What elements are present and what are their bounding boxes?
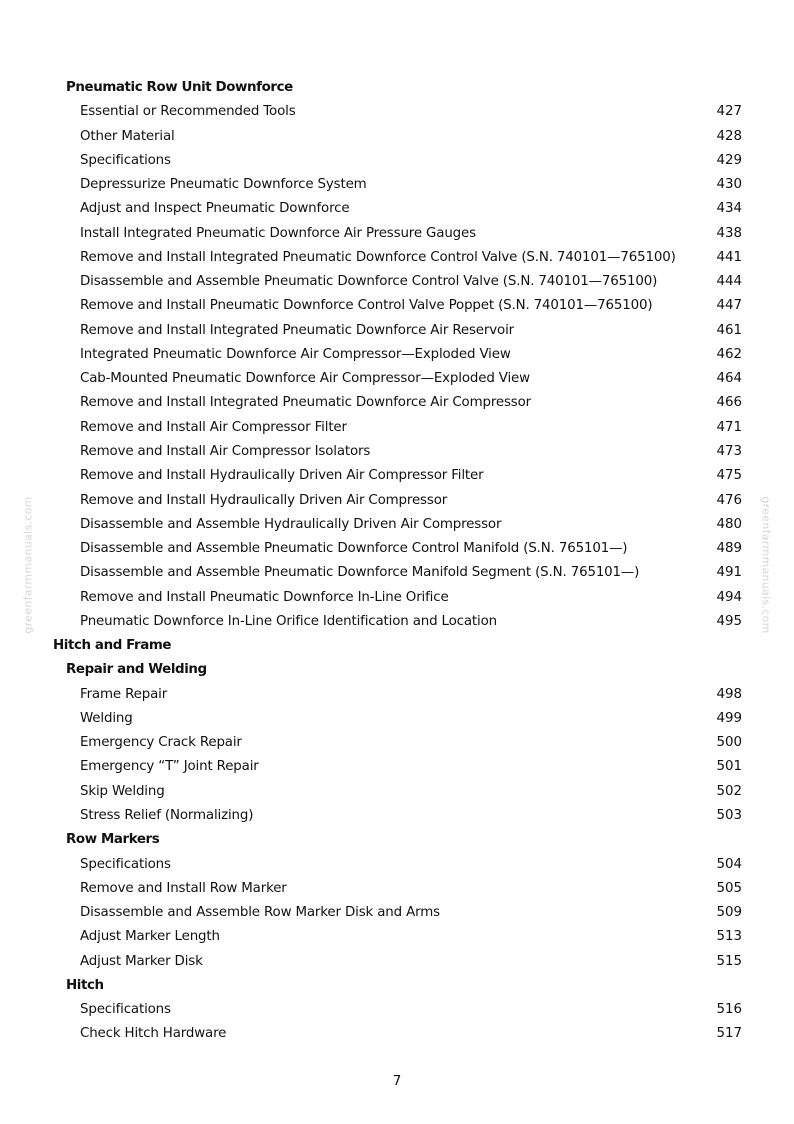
toc-entry-title: Specifications xyxy=(80,856,171,872)
toc-entry[interactable] xyxy=(0,707,794,731)
toc-entry-page-number: 462 xyxy=(716,346,742,362)
toc-entry-title: Hitch and Frame xyxy=(53,638,172,654)
toc-entry-page-number: 505 xyxy=(716,880,742,896)
toc-entry[interactable] xyxy=(0,270,794,294)
toc-entry-title: Adjust Marker Length xyxy=(80,929,220,945)
toc-entry[interactable] xyxy=(0,343,794,367)
toc-entry[interactable] xyxy=(0,853,794,877)
toc-entry-title: Remove and Install Integrated Pneumatic Downforce Air Reservoir xyxy=(80,322,514,338)
toc-entry-title: Specifications xyxy=(80,152,171,168)
toc-entry-page-number: 516 xyxy=(716,1002,742,1018)
toc-subsection-heading xyxy=(0,974,794,998)
toc-entry[interactable] xyxy=(0,222,794,246)
toc-entry-title: Install Integrated Pneumatic Downforce Air Pressure Gauges xyxy=(80,225,476,241)
toc-entry-page-number: 509 xyxy=(716,905,742,921)
toc-entry-page-number: 471 xyxy=(716,419,742,435)
toc-entry-page-number: 434 xyxy=(716,201,742,217)
toc-entry[interactable] xyxy=(0,489,794,513)
toc-entry-page-number: 427 xyxy=(716,104,742,120)
toc-entry[interactable] xyxy=(0,367,794,391)
toc-entry[interactable] xyxy=(0,586,794,610)
toc-entry-page-number: 444 xyxy=(716,274,742,290)
toc-entry-title: Specifications xyxy=(80,1002,171,1018)
toc-entry-page-number: 498 xyxy=(716,686,742,702)
toc-entry[interactable] xyxy=(0,610,794,634)
toc-entry-page-number: 500 xyxy=(716,735,742,751)
toc-entry[interactable] xyxy=(0,925,794,949)
toc-entry[interactable] xyxy=(0,877,794,901)
toc-entry-title: Remove and Install Pneumatic Downforce Control Valve Poppet (S.N. 740101—765100) xyxy=(80,298,653,314)
toc-entry[interactable] xyxy=(0,416,794,440)
toc-entry-title: Remove and Install Integrated Pneumatic Downforce Air Compressor xyxy=(80,395,532,411)
toc-entry[interactable] xyxy=(0,440,794,464)
toc-entry-title: Frame Repair xyxy=(80,686,168,702)
toc-entry-title: Remove and Install Pneumatic Downforce In-Line Orifice xyxy=(80,589,449,605)
toc-entry-title: Adjust and Inspect Pneumatic Downforce xyxy=(80,201,350,217)
toc-entry-title: Stress Relief (Normalizing) xyxy=(80,807,254,823)
toc-entry[interactable] xyxy=(0,537,794,561)
toc-entry-title: Emergency “T” Joint Repair xyxy=(80,759,259,775)
toc-entry[interactable] xyxy=(0,755,794,779)
toc-entry-title: Row Markers xyxy=(66,832,160,848)
table-of-contents xyxy=(0,76,794,1047)
toc-entry-page-number: 501 xyxy=(716,759,742,775)
toc-entry[interactable] xyxy=(0,173,794,197)
toc-entry[interactable] xyxy=(0,391,794,415)
toc-entry-title: Disassemble and Assemble Row Marker Disk and Arms xyxy=(80,905,440,921)
toc-entry-page-number: 503 xyxy=(716,807,742,823)
toc-entry-page-number: 499 xyxy=(716,710,742,726)
toc-entry[interactable] xyxy=(0,149,794,173)
toc-entry-title: Disassemble and Assemble Pneumatic Downforce Control Valve (S.N. 740101—765100) xyxy=(80,274,658,290)
toc-entry-title: Emergency Crack Repair xyxy=(80,735,242,751)
toc-entry-page-number: 447 xyxy=(716,298,742,314)
toc-entry-title: Skip Welding xyxy=(80,783,165,799)
toc-entry-page-number: 466 xyxy=(716,395,742,411)
toc-section-heading xyxy=(0,634,794,658)
toc-entry-title: Remove and Install Hydraulically Driven Air Compressor xyxy=(80,492,448,508)
toc-entry-page-number: 429 xyxy=(716,152,742,168)
toc-entry-title: Cab-Mounted Pneumatic Downforce Air Compressor—Exploded View xyxy=(80,371,530,387)
toc-entry-page-number: 480 xyxy=(716,516,742,532)
toc-entry-page-number: 441 xyxy=(716,249,742,265)
toc-entry-page-number: 476 xyxy=(716,492,742,508)
toc-entry-title: Remove and Install Air Compressor Isolators xyxy=(80,443,371,459)
toc-entry[interactable] xyxy=(0,294,794,318)
toc-entry-title: Disassemble and Assemble Hydraulically Driven Air Compressor xyxy=(80,516,502,532)
toc-entry[interactable] xyxy=(0,197,794,221)
toc-entry-title: Disassemble and Assemble Pneumatic Downforce Control Manifold (S.N. 765101—) xyxy=(80,541,628,557)
toc-entry[interactable] xyxy=(0,125,794,149)
toc-entry-title: Welding xyxy=(80,710,133,726)
toc-entry[interactable] xyxy=(0,100,794,124)
toc-entry[interactable] xyxy=(0,319,794,343)
toc-entry-title: Remove and Install Row Marker xyxy=(80,880,287,896)
toc-entry-page-number: 517 xyxy=(716,1026,742,1042)
toc-entry-title: Remove and Install Hydraulically Driven Air Compressor Filter xyxy=(80,468,484,484)
toc-entry[interactable] xyxy=(0,950,794,974)
toc-entry-title: Integrated Pneumatic Downforce Air Compressor—Exploded View xyxy=(80,346,511,362)
page-number: 7 xyxy=(392,1073,402,1089)
toc-entry-page-number: 464 xyxy=(716,371,742,387)
toc-entry-page-number: 428 xyxy=(716,128,742,144)
toc-entry[interactable] xyxy=(0,1022,794,1046)
toc-entry-title: Essential or Recommended Tools xyxy=(80,104,296,120)
toc-entry-title: Other Material xyxy=(80,128,175,144)
toc-entry-title: Remove and Install Air Compressor Filter xyxy=(80,419,347,435)
toc-entry-title: Repair and Welding xyxy=(66,662,207,678)
toc-entry-page-number: 461 xyxy=(716,322,742,338)
toc-entry-page-number: 494 xyxy=(716,589,742,605)
toc-entry-page-number: 515 xyxy=(716,953,742,969)
toc-entry-title: Disassemble and Assemble Pneumatic Downforce Manifold Segment (S.N. 765101—) xyxy=(80,565,640,581)
toc-entry[interactable] xyxy=(0,246,794,270)
toc-entry-title: Remove and Install Integrated Pneumatic Downforce Control Valve (S.N. 740101—765100) xyxy=(80,249,676,265)
toc-entry-page-number: 491 xyxy=(716,565,742,581)
toc-entry-page-number: 502 xyxy=(716,783,742,799)
toc-entry-page-number: 513 xyxy=(716,929,742,945)
toc-entry-title: Hitch xyxy=(66,977,104,993)
toc-entry[interactable] xyxy=(0,561,794,585)
toc-entry[interactable] xyxy=(0,780,794,804)
toc-entry-title: Adjust Marker Disk xyxy=(80,953,203,969)
toc-entry[interactable] xyxy=(0,731,794,755)
toc-subsection-heading xyxy=(0,828,794,852)
toc-subsection-heading xyxy=(0,658,794,682)
toc-entry-page-number: 504 xyxy=(716,856,742,872)
toc-entry-title: Check Hitch Hardware xyxy=(80,1026,227,1042)
side-watermark-left: greenfarmmanuals.com xyxy=(21,496,35,634)
toc-entry-page-number: 438 xyxy=(716,225,742,241)
toc-entry[interactable] xyxy=(0,804,794,828)
toc-subsection-heading xyxy=(0,76,794,100)
toc-entry-page-number: 495 xyxy=(716,613,742,629)
toc-entry[interactable] xyxy=(0,513,794,537)
toc-entry-title: Depressurize Pneumatic Downforce System xyxy=(80,177,367,193)
side-watermark-right: greenfarmmanuals.com xyxy=(759,496,773,634)
toc-entry-title: Pneumatic Downforce In-Line Orifice Identification and Location xyxy=(80,613,497,629)
toc-entry[interactable] xyxy=(0,901,794,925)
toc-entry-page-number: 489 xyxy=(716,541,742,557)
toc-entry-page-number: 430 xyxy=(716,177,742,193)
toc-entry-page-number: 473 xyxy=(716,443,742,459)
toc-entry[interactable] xyxy=(0,683,794,707)
toc-entry[interactable] xyxy=(0,464,794,488)
toc-entry-title: Pneumatic Row Unit Downforce xyxy=(66,80,293,95)
toc-entry-page-number: 475 xyxy=(716,468,742,484)
toc-entry[interactable] xyxy=(0,998,794,1022)
